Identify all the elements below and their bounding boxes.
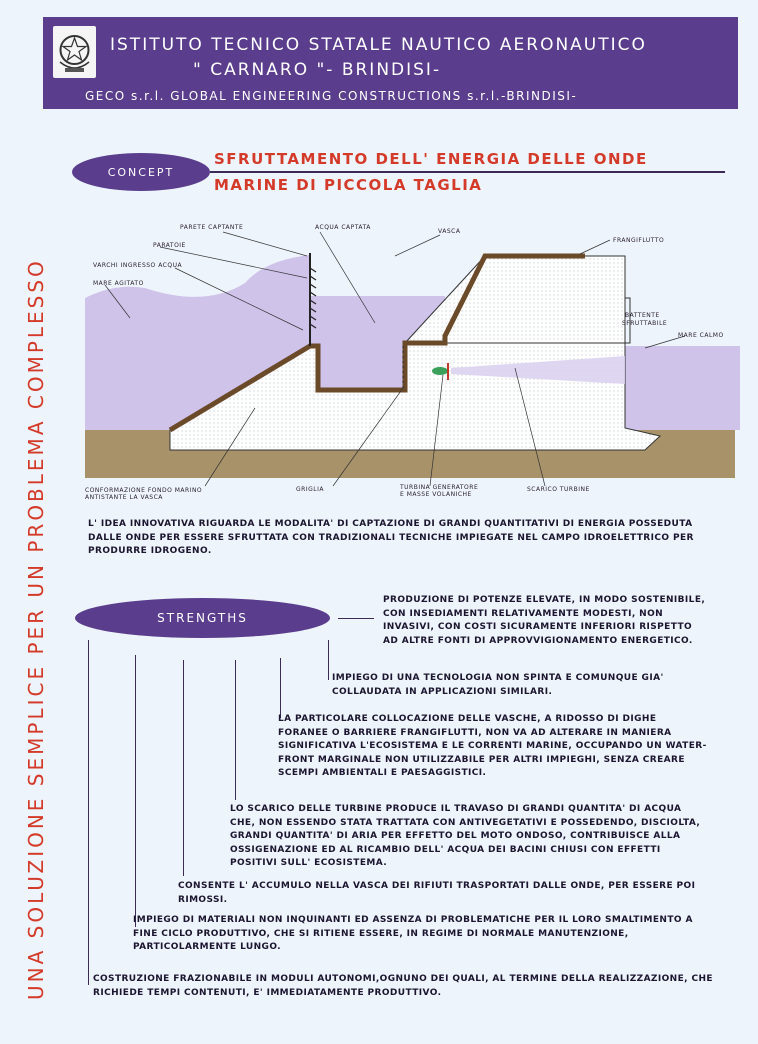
school-location: " CARNARO "- BRINDISI- (193, 60, 442, 80)
label-varchi: VARCHI INGRESSO ACQUA (93, 262, 183, 269)
concept-title-line1: SFRUTTAMENTO DELL' ENERGIA DELLE ONDE (214, 150, 648, 168)
strengths-connector (338, 618, 374, 619)
connector-line-6 (135, 655, 136, 927)
strength-item-2: IMPIEGO DI UNA TECNOLOGIA NON SPINTA E COMUNQUE GIA' COLLAUDATA IN APPLICAZIONI SIMILARI. (332, 673, 664, 697)
strength-item-5: CONSENTE L' ACCUMULO NELLA VASCA DEI RIFIUTI TRASPORTATI DALLE ONDE, PER ESSERE POI RIMOSSI. (178, 881, 696, 905)
connector-line-5 (183, 660, 184, 876)
label-mare-agitato: MARE AGITATO (93, 280, 144, 287)
label-conformazione-2: ANTISTANTE LA VASCA (85, 494, 163, 501)
label-mare-calmo: MARE CALMO (678, 332, 724, 339)
side-title: UNA SOLUZIONE SEMPLICE PER UN PROBLEMA COMPLESSO (24, 258, 48, 1000)
label-griglia: GRIGLIA (296, 486, 324, 493)
school-name: ISTITUTO TECNICO STATALE NAUTICO AERONAUTICO (110, 35, 647, 55)
connector-line-4 (235, 660, 236, 800)
strength-item-6: IMPIEGO DI MATERIALI NON INQUINANTI ED ASSENZA DI PROBLEMATICHE PER IL LORO SMALTIMENTO A FINE CICLO PRODUTTIVO, CHE SI RITIENE ESSERE, IN REGIME DI NORMALE MANUTENZIONE, PARTICOLARMENTE LUNGO. (133, 915, 693, 952)
label-vasca: VASCA (438, 228, 461, 235)
label-frangiflutto: FRANGIFLUTTO (613, 237, 665, 244)
strength-item-3: LA PARTICOLARE COLLOCAZIONE DELLE VASCHE, A RIDOSSO DI DIGHE FORANEE O BARRIERE FRANGIFLUTTI, NON VA AD ALTERARE IN MANIERA SIGNIFICATIVA L'ECOSISTEMA E LE CORRENTI MARINE, OCCUPANDO UN WATER-FRONT MARGINALE NON UTILIZZABILE PER ALTRI IMPIEGHI, SENZA CREARE SCEMPI AMBIENTALI E PAESAGGISTICI. (278, 714, 707, 778)
strength-item-1: PRODUZIONE DI POTENZE ELEVATE, IN MODO SOSTENIBILE, CON INSEDIAMENTI RELATIVAMENTE MODESTI, NON INVASIVI, CON COSTI SICURAMENTE INFERIORI RISPETTO AD ALTRE FONTI DI APPROVVIGIONAMENTO ENERGETICO. (383, 595, 706, 646)
label-acqua: ACQUA CAPTATA (315, 224, 371, 231)
connector-line-3 (280, 658, 281, 718)
label-scarico: SCARICO TURBINE (527, 486, 590, 493)
connector-line-2 (328, 640, 329, 680)
concept-pill: CONCEPT (72, 153, 210, 191)
label-turbina-1: TURBINA GENERATORE (400, 484, 479, 491)
intro-paragraph: L' IDEA INNOVATIVA RIGUARDA LE MODALITA' DI CAPTAZIONE DI GRANDI QUANTITATIVI DI ENERGIA POSSEDUTA DALLE ONDE PER ESSERE SFRUTTATA CON TRADIZIONALI TECNICHE IMPIEGATE NEL CAMPO IDROELETTRICO PER PRODURRE IDROGENO. (88, 519, 694, 556)
strengths-pill: STRENGTHS (75, 598, 330, 638)
title-divider (210, 171, 725, 173)
header-banner (43, 17, 738, 109)
strength-item-7: COSTRUZIONE FRAZIONABILE IN MODULI AUTONOMI,OGNUNO DEI QUALI, AL TERMINE DELLA REALIZZAZIONE, CHE RICHIEDE TEMPI CONTENUTI, E' IMMEDIATAMENTE PRODUTTIVO. (93, 974, 713, 998)
wave-energy-diagram (85, 218, 745, 503)
label-battente-2: SFRUTTABILE (622, 320, 668, 327)
label-paratoie: PARATOIE (153, 242, 186, 249)
label-parete: PARETE CAPTANTE (180, 224, 244, 231)
concept-title-line2: MARINE DI PICCOLA TAGLIA (214, 176, 483, 194)
strength-item-4: LO SCARICO DELLE TURBINE PRODUCE IL TRAVASO DI GRANDI QUANTITA' DI ACQUA CHE, NON ESSENDO STATA TRATTATA CON ANTIVEGETATIVI E POSSEDENDO, DISCIOLTA, GRANDI QUANTITA' DI ARIA PER EFFETTO DEL MOTO ONDOSO, CONTRIBUISCE ALLA OSSIGENAZIONE ED AL RICAMBIO DELL' ACQUA DEI BACINI CHIUSI CON EFFETTI POSITIVI SULL' ECOSISTEMA. (230, 804, 701, 868)
italian-republic-emblem (53, 26, 96, 78)
label-battente-1: BATTENTE (625, 312, 660, 319)
label-conformazione-1: CONFORMAZIONE FONDO MARINO (85, 487, 203, 494)
label-turbina-2: E MASSE VOLANICHE (400, 491, 472, 498)
connector-line-7 (88, 640, 89, 985)
company-name: GECO s.r.l. GLOBAL ENGINEERING CONSTRUCTIONS s.r.l.-BRINDISI- (85, 89, 578, 103)
